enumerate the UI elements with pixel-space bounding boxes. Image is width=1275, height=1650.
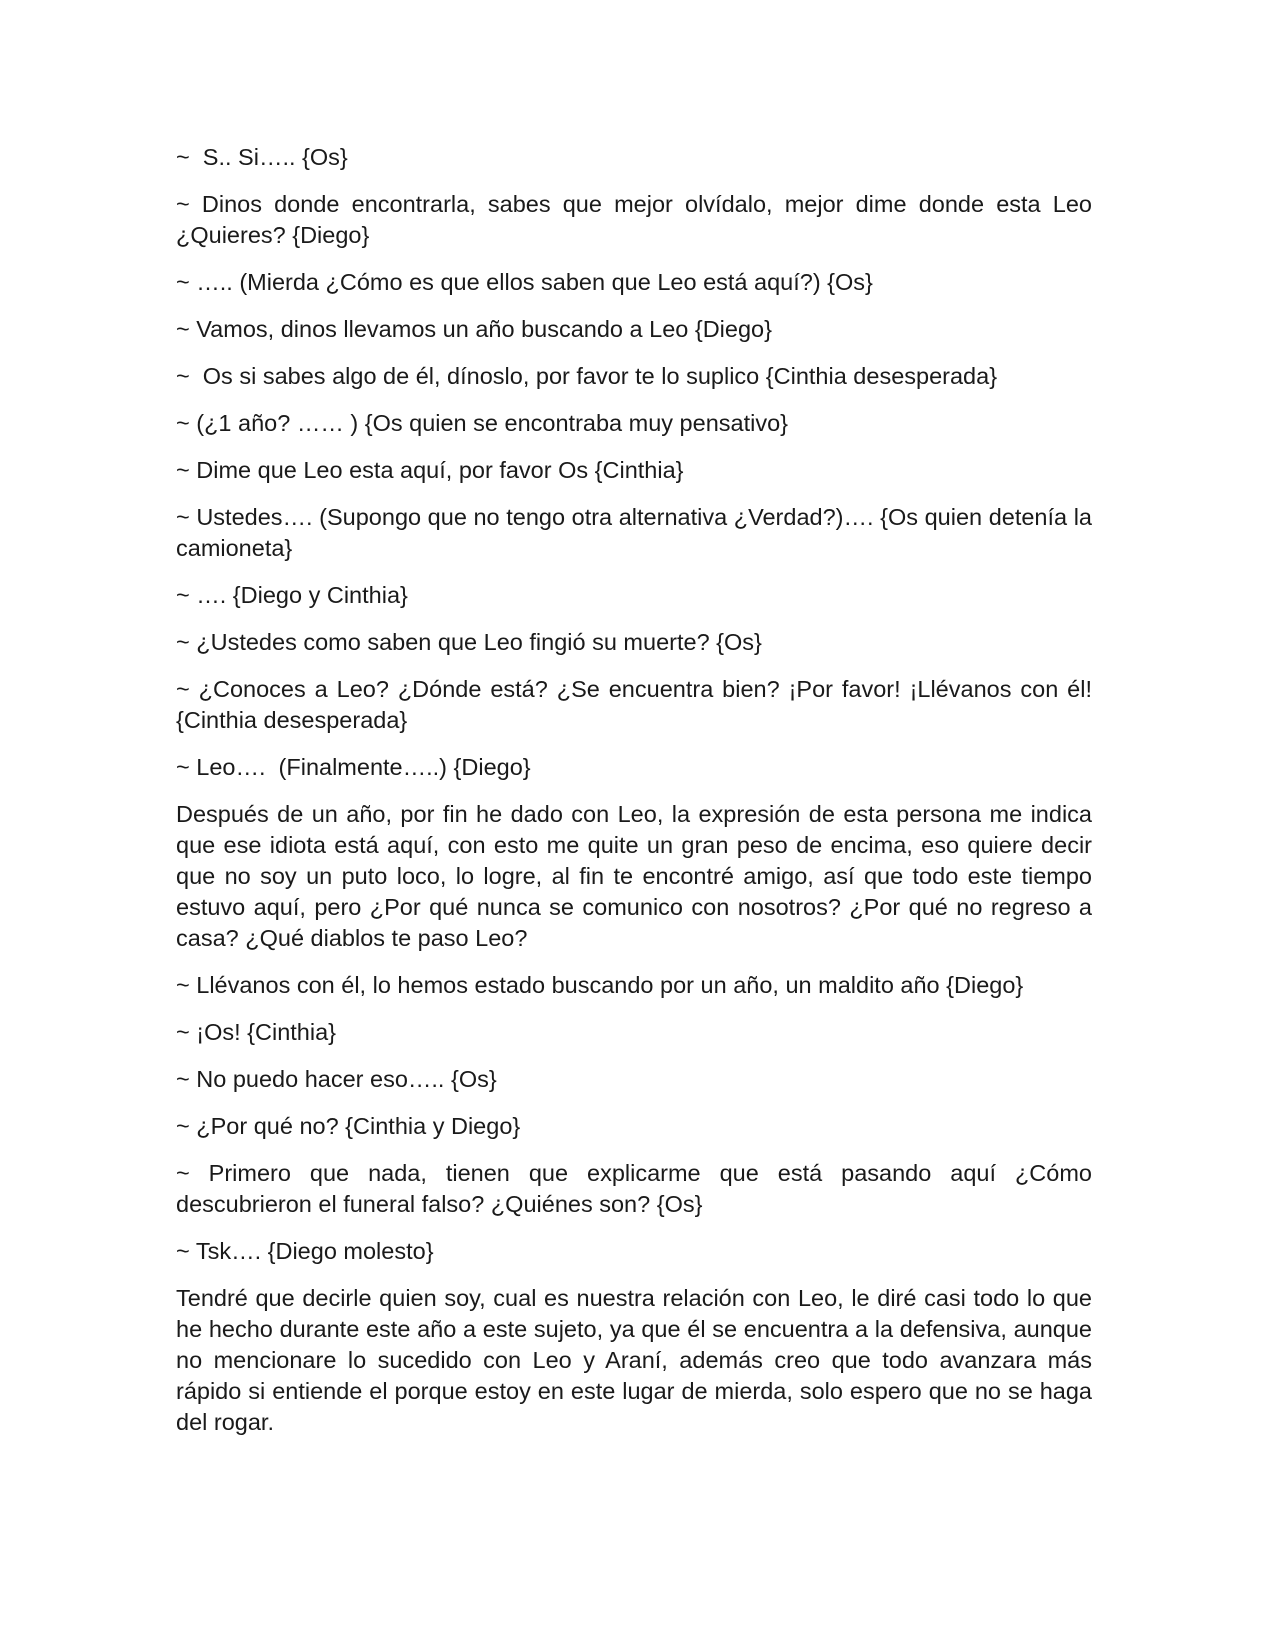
- dialogue-line: ~ Tsk…. {Diego molesto}: [176, 1238, 434, 1264]
- dialogue-line: ~ S.. Si….. {Os}: [176, 144, 348, 170]
- dialogue-line: ~ No puedo hacer eso….. {Os}: [176, 1066, 497, 1092]
- dialogue-line: ~ ¿Conoces a Leo? ¿Dónde está? ¿Se encuentra bien? ¡Por favor! ¡Llévanos con él! {Cinthia desesperada}: [176, 676, 1099, 733]
- dialogue-line: ~ ….. (Mierda ¿Cómo es que ellos saben que Leo está aquí?) {Os}: [176, 269, 873, 295]
- dialogue-line: ~ Os si sabes algo de él, dínoslo, por favor te lo suplico {Cinthia desesperada}: [176, 363, 998, 389]
- dialogue-line: ~ Vamos, dinos llevamos un año buscando a Leo {Diego}: [176, 316, 772, 342]
- dialogue-line: ~ Leo…. (Finalmente…..) {Diego}: [176, 754, 531, 780]
- dialogue-line: ~ ¿Por qué no? {Cinthia y Diego}: [176, 1113, 521, 1139]
- document-body: [176, 142, 1099, 1454]
- dialogue-line: ~ Primero que nada, tienen que explicarme que está pasando aquí ¿Cómo descubrieron el funeral falso? ¿Quiénes son? {Os}: [176, 1160, 1099, 1217]
- dialogue-line: ~ ¡Os! {Cinthia}: [176, 1019, 337, 1045]
- dialogue-line: ~ Dime que Leo esta aquí, por favor Os {Cinthia}: [176, 457, 684, 483]
- dialogue-line: ~ (¿1 año? …… ) {Os quien se encontraba muy pensativo}: [176, 410, 788, 436]
- dialogue-line: ~ Ustedes…. (Supongo que no tengo otra alternativa ¿Verdad?)…. {Os quien detenía la camioneta}: [176, 504, 1099, 561]
- narration-paragraph: Tendré que decirle quien soy, cual es nuestra relación con Leo, le diré casi todo lo que he hecho durante este año a este sujeto, ya que él se encuentra a la defensiva, aunque no mencionare lo sucedido con Leo y Araní, además creo que todo avanzara más rápido si entiende el porque estoy en este lugar de mierda, solo espero que no se haga del rogar.: [176, 1285, 1099, 1435]
- dialogue-line: ~ Dinos donde encontrarla, sabes que mejor olvídalo, mejor dime donde esta Leo ¿Quieres? {Diego}: [176, 191, 1099, 248]
- dialogue-line: ~ ¿Ustedes como saben que Leo fingió su muerte? {Os}: [176, 629, 762, 655]
- dialogue-line: ~ …. {Diego y Cinthia}: [176, 582, 408, 608]
- dialogue-line: ~ Llévanos con él, lo hemos estado buscando por un año, un maldito año {Diego}: [176, 972, 1024, 998]
- narration-paragraph: Después de un año, por fin he dado con Leo, la expresión de esta persona me indica que ese idiota está aquí, con esto me quite un gran peso de encima, eso quiere decir que no soy un puto loco, lo logre, al fin te encontré amigo, así que todo este tiempo estuvo aquí, pero ¿Por qué nunca se comunico con nosotros? ¿Por qué no regreso a casa? ¿Qué diablos te paso Leo?: [176, 801, 1099, 951]
